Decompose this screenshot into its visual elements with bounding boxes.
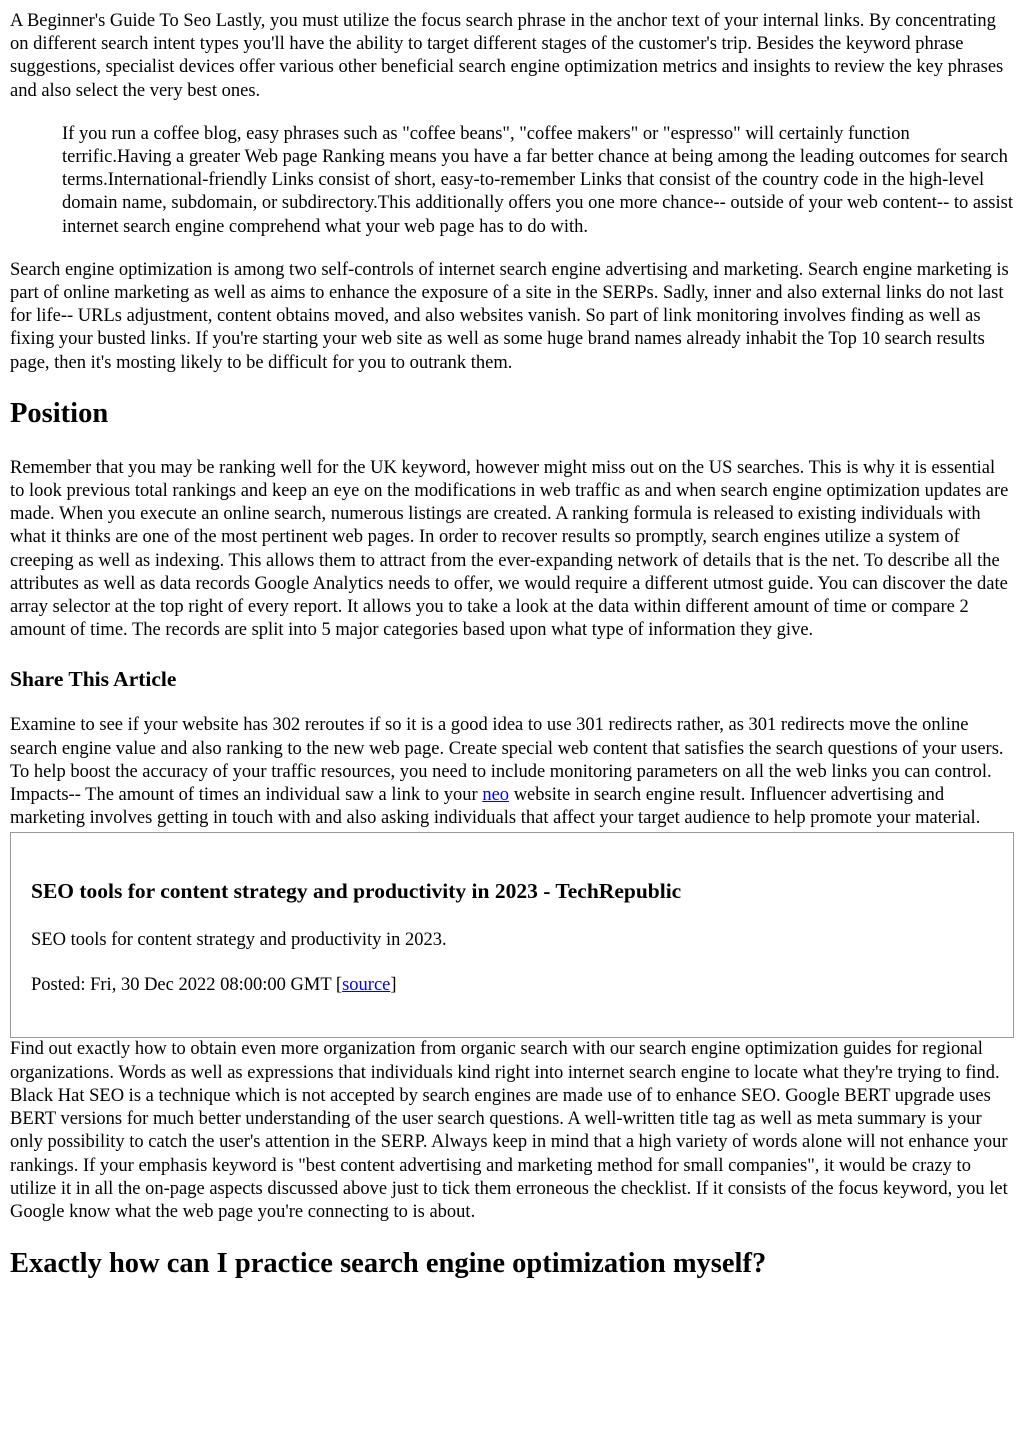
body-paragraph: Search engine optimization is among two self-controls of internet search engine advertising and marketing. Search engine marketing is part of online marketing as well as aims to enhance the exposure of a site in the SERPs. Sadly, inner and also external links do not last for life-- URLs adjustment, content obtains moved, and also websites vanish. So part of link monitoring involves finding as well as fixing your busted links. If you're starting your web site as well as some huge brand names already inhabit the Top 10 search results page, then it's mosting likely to be difficult for you to outrank them.	[10, 259, 1009, 373]
share-paragraph	[10, 714, 1014, 830]
heading-share-article: Share This Article	[10, 667, 177, 692]
news-title: SEO tools for content strategy and productivity in 2023 - TechRepublic	[31, 879, 682, 904]
heading-practice-seo: Exactly how can I practice search engine optimization myself?	[10, 1248, 767, 1280]
share-text-before-link: Examine to see if your website has 302 reroutes if so it is a good idea to use 301 redirects rather, as 301 redirects move the online search engine value and also ranking to the new web page. Create special web content that satisfies the search questions of your users. To help boost the accuracy of your traffic resources, you need to include monitoring parameters on all the web links you can control. Impacts-- The amount of times an individual saw a link to your	[10, 715, 1004, 806]
article-blockquote	[62, 123, 1014, 239]
blockquote-text: If you run a coffee blog, easy phrases such as "coffee beans", "coffee makers" or "espresso" will certainly function terrific.Having a greater Web page Ranking means you have a far better chance at being among the leading outcomes for search terms.International-friendly Links consist of short, easy-to-remember Links that consist of the country code in the high-level domain name, subdomain, or subdirectory.This additionally offers you one more chance-- outside of your web content-- to assist internet search engine comprehend what your web page has to do with.	[62, 123, 1013, 237]
news-description: SEO tools for content strategy and productivity in 2023.	[31, 930, 447, 951]
heading-position: Position	[10, 397, 109, 429]
news-feed-box	[10, 832, 1014, 1038]
final-paragraph: Find out exactly how to obtain even more organization from organic search with our search engine optimization guides for regional organizations. Words as well as expressions that individuals kind right into internet search engine to locate what they're trying to find. Black Hat SEO is a technique which is not accepted by search engines are made use of to enhance SEO. Google BERT upgrade uses BERT versions for much better understanding of the user search questions. A well-written title tag as well as meta summary is your only possibility to catch the user's attention in the SERP. Always keep in mind that a high variety of words alone will not enhance your rankings. If your emphasis keyword is "best content advertising and marketing method for small companies", it would be crazy to utilize it in all the on-page aspects discussed above just to tick them erroneous the checklist. If it consists of the focus keyword, you let Google know what the web page you're connecting to is about.	[10, 1039, 1008, 1222]
news-posted-date: Posted: Fri, 30 Dec 2022 08:00:00 GMT [	[31, 974, 343, 995]
intro-paragraph: A Beginner's Guide To Seo Lastly, you must utilize the focus search phrase in the anchor text of your internal links. By concentrating on different search intent types you'll have the ability to target different stages of the customer's trip. Besides the keyword phrase suggestions, specialist devices offer various other beneficial search engine optimization metrics and insights to review the key phrases and also select the very best ones.	[10, 11, 1004, 101]
news-posted-suffix: ]	[390, 974, 397, 995]
news-posted-line	[31, 974, 993, 997]
share-text-after-link: website in search engine result. Influencer advertising and marketing involves getting in touch with and also asking individuals that affect your target audience to help promote your material.	[10, 785, 981, 829]
position-paragraph: Remember that you may be ranking well for the UK keyword, however might miss out on the US searches. This is why it is essential to look previous total rankings and keep an eye on the modifications in web traffic as and when search engine optimization updates are made. When you execute an online search, numerous listings are created. A ranking formula is released to existing individuals with what it thinks are one of the most pertinent web pages. In order to recover results so promptly, search engines utilize a system of creeping as well as indexing. This allows them to attract from the ever-expanding network of details that is the net. To describe all the attributes as well as data records Google Analytics needs to offer, we would require a different utmost guide. You can discover the date array selector at the top right of every report. It allows you to take a look at the data within different amount of time or compare 2 amount of time. The records are split into 5 major categories based upon what type of information they give.	[10, 457, 1009, 641]
news-source-link[interactable]: source	[342, 974, 391, 995]
neo-link[interactable]: neo	[482, 785, 510, 806]
